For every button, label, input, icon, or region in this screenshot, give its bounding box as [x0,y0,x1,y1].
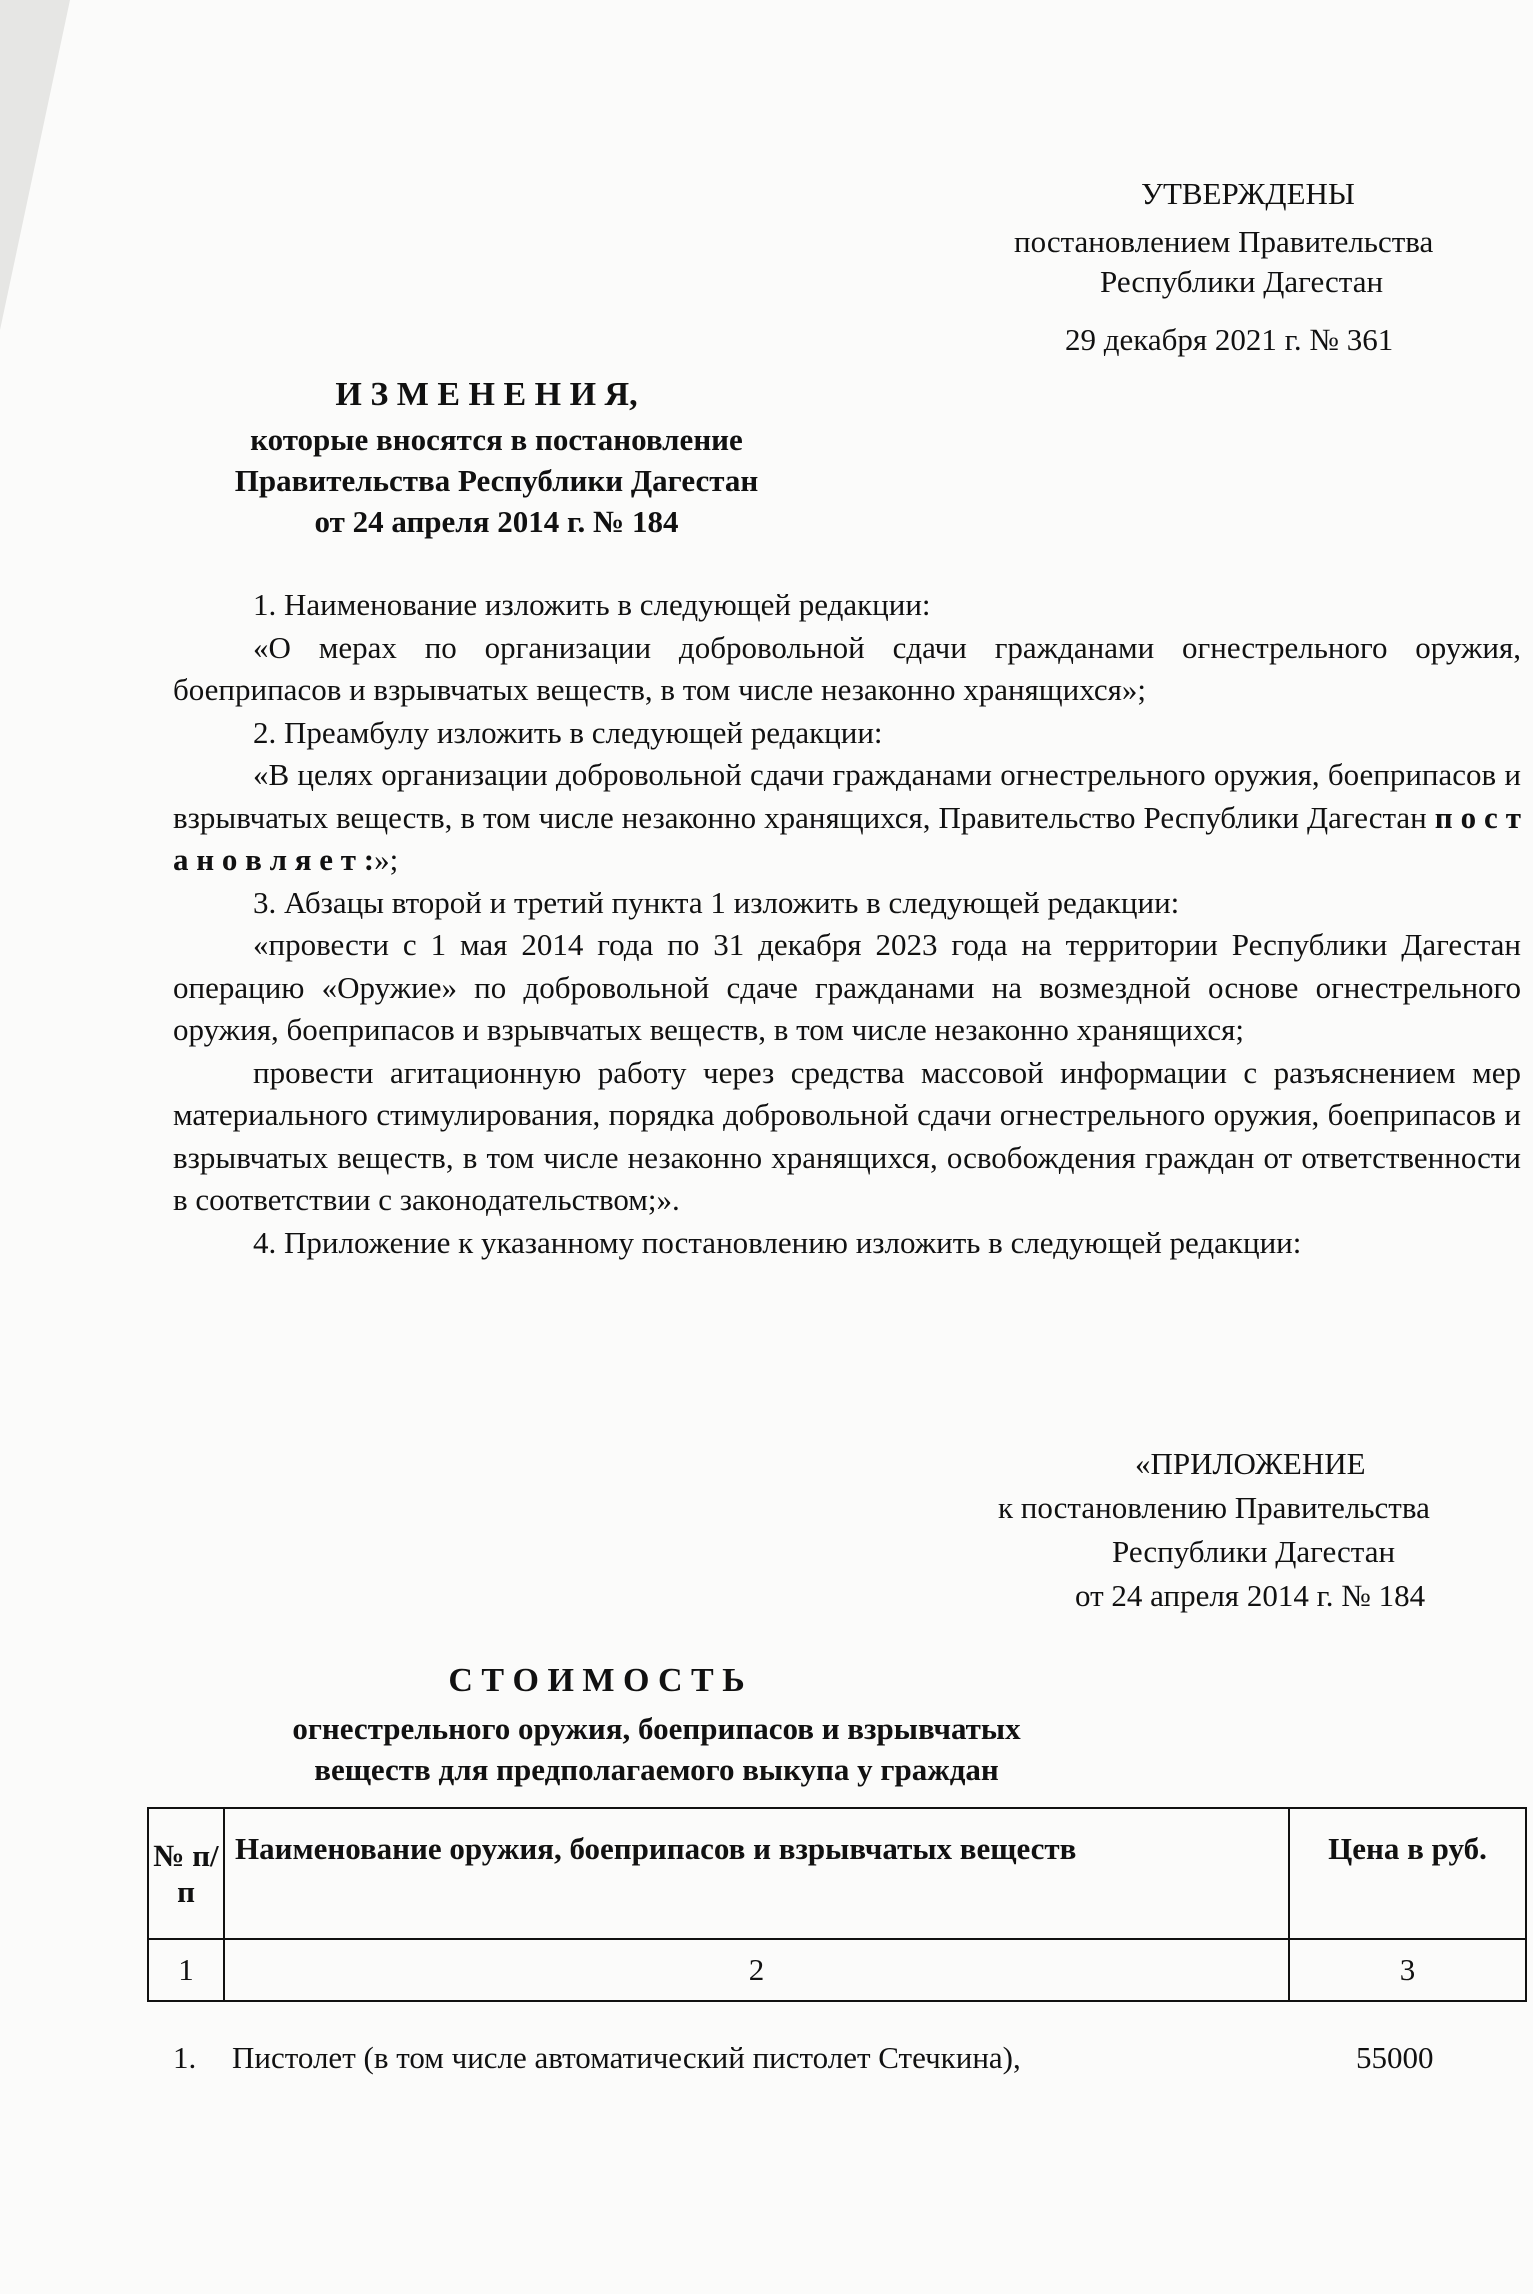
header-number: № п/п [148,1808,224,1939]
column-number: 1 [148,1939,224,2001]
page-fold-shadow [0,0,70,330]
amendments-body [173,584,1521,1264]
approval-line: УТВЕРЖДЕНЫ [1141,176,1355,211]
paragraph-text: «В целях организации добровольной сдачи гражданами огнестрельного оружия, боеприпасов и взрывчатых веществ, в том числе незаконно хранящихся, Правительство Республики Дагестан [173,757,1521,835]
approval-line: постановлением Правительства [1014,224,1434,259]
row-name: Пистолет (в том числе автоматический пистолет Стечкина), [232,2040,1021,2075]
appendix-line: к постановлению Правительства [998,1490,1430,1525]
appendix-line: от 24 апреля 2014 г. № 184 [1075,1578,1426,1613]
row-number: 1. [173,2040,197,2075]
paragraph: 4. Приложение к указанному постановлению изложить в следующей редакции: [253,1224,1302,1260]
decree-word: п о с т а н о в л я е т : [173,799,1522,877]
cost-line: огнестрельного оружия, боеприпасов и взрывчатых [292,1711,1021,1746]
row-price: 55000 [1356,2040,1434,2075]
header-price: Цена в руб. [1289,1808,1526,1939]
approval-line: Республики Дагестан [1100,264,1384,299]
paragraph: 3. Абзацы второй и третий пункта 1 изложить в следующей редакции: [253,884,1180,920]
title-heading: И З М Е Н Е Н И Я, [335,376,638,413]
column-number: 3 [1289,1939,1526,2001]
paragraph: 1. Наименование изложить в следующей редакции: [253,587,931,622]
paragraph: «О мерах по организации добровольной сдачи гражданами огнестрельного оружия, боеприпасов и взрывчатых веществ, в том числе незаконно хранящихся»; [173,629,1521,707]
paragraph-tail: »; [374,842,399,877]
cost-line: веществ для предполагаемого выкупа у граждан [314,1752,999,1787]
column-number: 2 [224,1939,1289,2001]
title-line: которые вносятся в постановление [250,422,743,457]
price-table [147,1807,1527,2002]
paragraph: провести агитационную работу через средства массовой информации с разъяснением мер материального стимулирования, порядка добровольной сдачи огнестрельного оружия, боеприпасов и взрывчатых веществ, в том числе незаконно хранящихся, освобождения граждан от ответственности в соответствии с законодательством;». [173,1054,1521,1217]
paragraph: «провести с 1 мая 2014 года по 31 декабря 2023 года на территории Республики Дагестан операцию «Оружие» по добровольной сдаче гражданами на возмездной основе огнестрельного оружия, боеприпасов и взрывчатых веществ, в том числе незаконно хранящихся; [173,927,1521,1047]
approval-date: 29 декабря 2021 г. № 361 [1065,322,1394,357]
header-name: Наименование оружия, боеприпасов и взрывчатых веществ [224,1808,1289,1939]
table-numbering-row [148,1939,1526,2001]
cost-heading: С Т О И М О С Т Ь [448,1662,745,1699]
paragraph [173,754,1521,882]
paragraph: 2. Преамбулу изложить в следующей редакции: [253,714,883,750]
title-line: от 24 апреля 2014 г. № 184 [314,504,679,539]
title-line: Правительства Республики Дагестан [234,463,759,498]
table-header-row [148,1808,1526,1939]
appendix-line: «ПРИЛОЖЕНИЕ [1135,1446,1366,1481]
appendix-line: Республики Дагестан [1112,1534,1396,1569]
